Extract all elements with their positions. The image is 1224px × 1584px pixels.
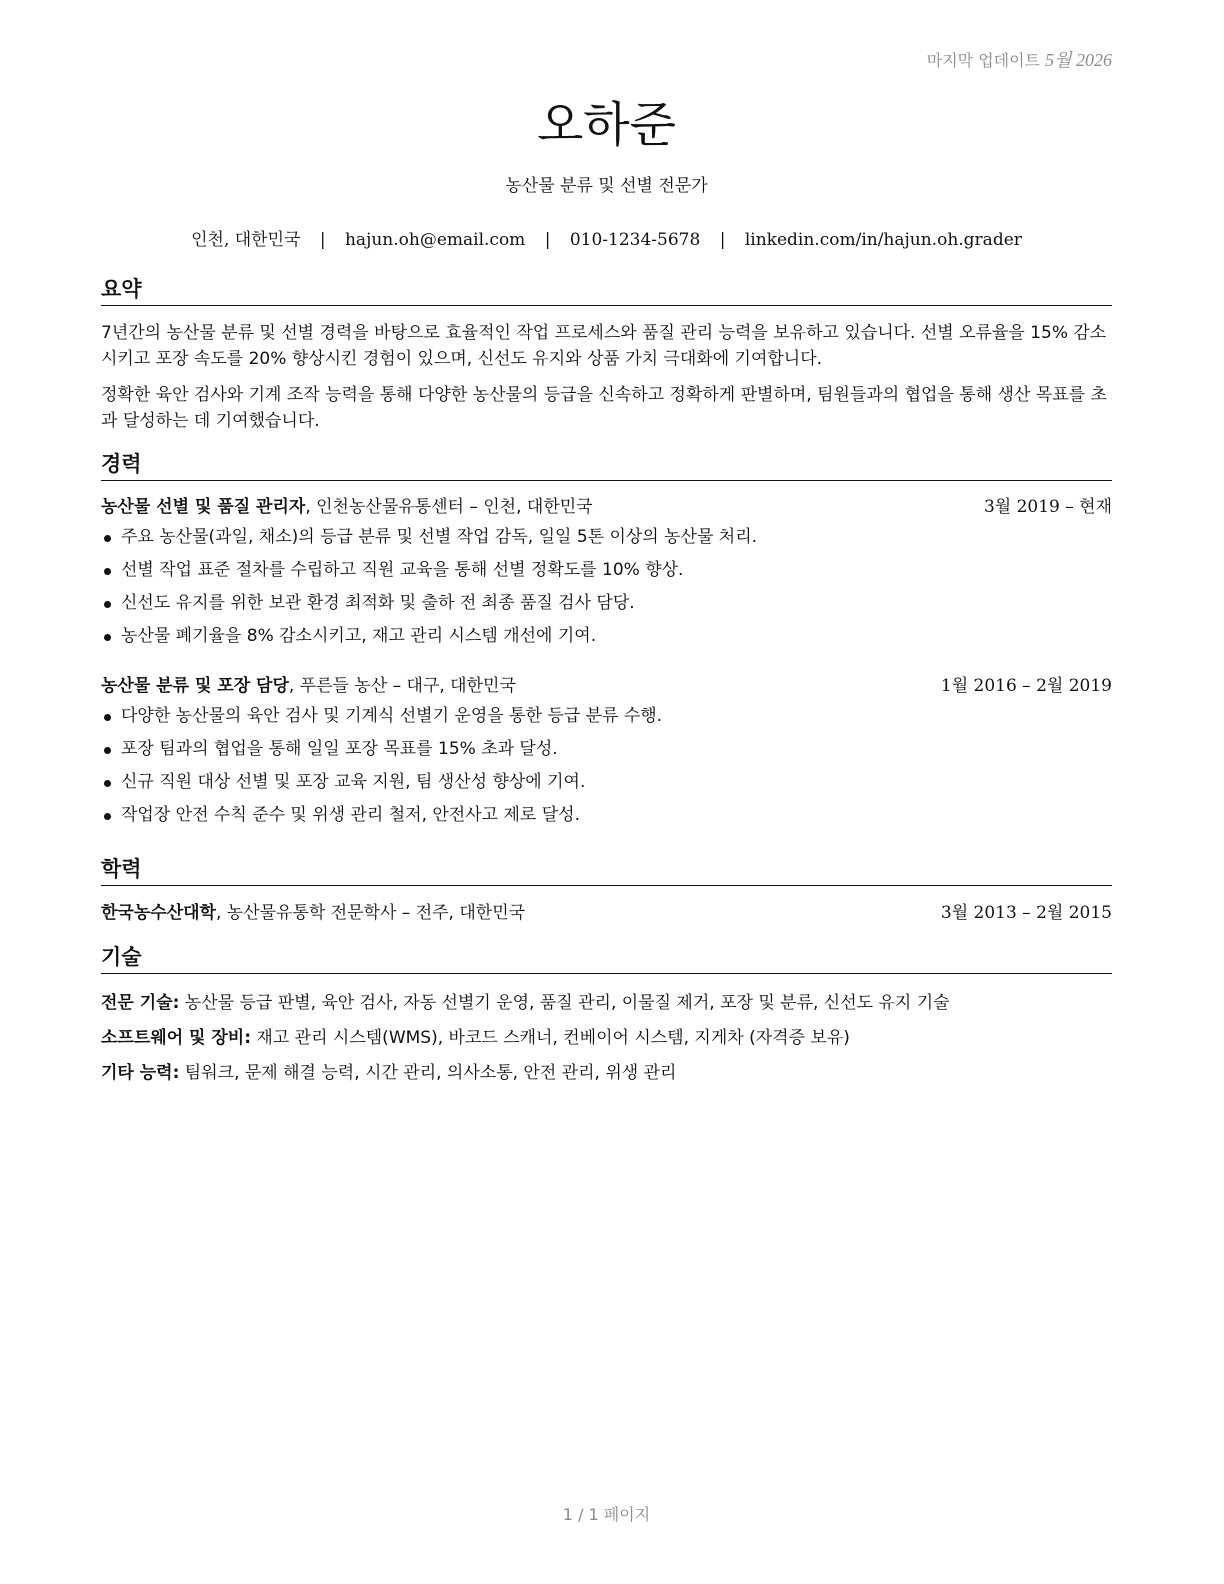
section-title-skills: 기술 bbox=[101, 944, 1112, 974]
candidate-name: 오하준 bbox=[536, 97, 677, 153]
contact-separator: | bbox=[319, 230, 326, 250]
job-dates: 1월 2016 – 2월 2019 bbox=[940, 676, 1112, 696]
last-updated-date: 5월 2026 bbox=[1045, 50, 1112, 70]
candidate-role: 농산물 분류 및 선별 전문가 bbox=[505, 176, 708, 196]
job-title: 농산물 분류 및 포장 담당 bbox=[101, 676, 289, 696]
page-number: 1 / 1 페이지 bbox=[562, 1505, 651, 1524]
education-section bbox=[101, 856, 1112, 927]
resume-page bbox=[101, 0, 1112, 1584]
job-bullet: 농산물 폐기율을 8% 감소시키고, 재고 관리 시스템 개선에 기여. bbox=[101, 620, 1112, 653]
contact-separator: | bbox=[544, 230, 551, 250]
section-title-experience: 경력 bbox=[101, 451, 1112, 481]
skill-value: 팀워크, 문제 해결 능력, 시간 관리, 의사소통, 안전 관리, 위생 관리 bbox=[179, 1063, 677, 1083]
skill-line bbox=[101, 1056, 1112, 1091]
education-school: 한국농수산대학 bbox=[101, 903, 216, 923]
job-org: , 푸른들 농산 – 대구, 대한민국 bbox=[288, 676, 516, 696]
section-title-summary: 요약 bbox=[101, 276, 1112, 306]
summary-paragraph: 정확한 육안 검사와 기계 조작 능력을 통해 다양한 농산물의 등급을 신속하고 정확하게 판별하며, 팀원들과의 협업을 통해 생산 목표를 초과 달성하는 데 기여했습니다. bbox=[101, 385, 1107, 431]
skills-section bbox=[101, 944, 1112, 1091]
education-detail: , 농산물유통학 전문학사 – 전주, 대한민국 bbox=[215, 903, 526, 923]
contact-location: 인천, 대한민국 bbox=[191, 230, 301, 250]
job-title: 농산물 선별 및 품질 관리자 bbox=[101, 497, 306, 517]
skill-line bbox=[101, 1021, 1112, 1056]
skills-list bbox=[101, 986, 1112, 1091]
section-title-education: 학력 bbox=[101, 856, 1112, 886]
job-bullets bbox=[101, 700, 1112, 832]
skill-label: 기타 능력: bbox=[101, 1063, 180, 1083]
summary-section bbox=[101, 276, 1112, 434]
job-header bbox=[101, 493, 1112, 521]
last-updated-label: 마지막 업데이트 bbox=[926, 51, 1041, 70]
contact-linkedin[interactable]: linkedin.com/in/hajun.oh.grader bbox=[744, 230, 1022, 250]
skill-value: 재고 관리 시스템(WMS), 바코드 스캐너, 컨베이어 시스템, 지게차 (자격증 보유) bbox=[251, 1028, 850, 1048]
job-entry bbox=[101, 493, 1112, 653]
job-dates: 3월 2019 – 현재 bbox=[983, 497, 1112, 517]
job-bullet: 주요 농산물(과일, 채소)의 등급 분류 및 선별 작업 감독, 일일 5톤 이상의 농산물 처리. bbox=[101, 521, 1112, 554]
contact-phone: 010-1234-5678 bbox=[569, 230, 701, 250]
job-bullet: 선별 작업 표준 절차를 수립하고 직원 교육을 통해 선별 정확도를 10% 향상. bbox=[101, 554, 1112, 587]
skill-label: 전문 기술: bbox=[101, 993, 180, 1013]
experience-section bbox=[101, 451, 1112, 832]
education-heading bbox=[101, 899, 525, 927]
job-bullet: 신선도 유지를 위한 보관 환경 최적화 및 출하 전 최종 품질 검사 담당. bbox=[101, 587, 1112, 620]
contact-email[interactable]: hajun.oh@email.com bbox=[344, 230, 526, 250]
skill-value: 농산물 등급 판별, 육안 검사, 자동 선별기 운영, 품질 관리, 이물질 제거, 포장 및 분류, 신선도 유지 기술 bbox=[179, 993, 950, 1013]
contact-separator: | bbox=[719, 230, 726, 250]
job-entry bbox=[101, 672, 1112, 832]
job-bullet: 신규 직원 대상 선별 및 포장 교육 지원, 팀 생산성 향상에 기여. bbox=[101, 766, 1112, 799]
job-org: , 인천농산물유통센터 – 인천, 대한민국 bbox=[305, 497, 593, 517]
job-header bbox=[101, 672, 1112, 700]
job-bullets bbox=[101, 521, 1112, 653]
skill-line bbox=[101, 986, 1112, 1021]
job-heading bbox=[101, 672, 516, 700]
education-entry bbox=[101, 899, 1112, 927]
contact-line bbox=[101, 225, 1112, 250]
job-bullet: 다양한 농산물의 육안 검사 및 기계식 선별기 운영을 통한 등급 분류 수행. bbox=[101, 700, 1112, 733]
last-updated bbox=[927, 46, 1112, 72]
summary-paragraph: 7년간의 농산물 분류 및 선별 경력을 바탕으로 효율적인 작업 프로세스와 품질 관리 능력을 보유하고 있습니다. 선별 오류율을 15% 감소시키고 포장 속도를 20% 향상시킨 경험이 있으며, 신선도 유지와 상품 가치 극대화에 기여합니다. bbox=[101, 323, 1107, 369]
job-bullet: 작업장 안전 수칙 준수 및 위생 관리 철저, 안전사고 제로 달성. bbox=[101, 799, 1112, 832]
education-dates: 3월 2013 – 2월 2015 bbox=[940, 903, 1112, 923]
skill-label: 소프트웨어 및 장비: bbox=[101, 1028, 252, 1048]
job-bullet: 포장 팀과의 협업을 통해 일일 포장 목표를 15% 초과 달성. bbox=[101, 733, 1112, 766]
job-heading bbox=[101, 493, 593, 521]
